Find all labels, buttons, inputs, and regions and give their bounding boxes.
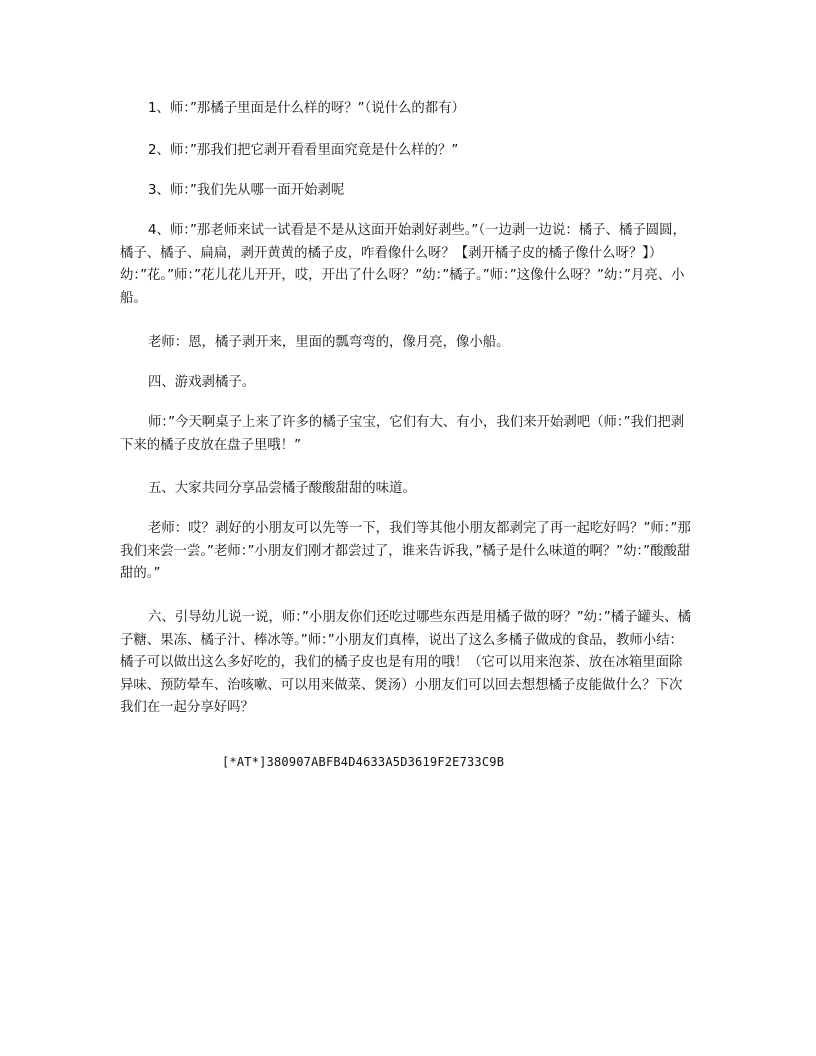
footer-code: [*AT*]380907ABFB4D4633A5D3619F2E733C9B: [222, 755, 505, 769]
paragraph-step-4: 4、师：”那老师来试一试看是不是从这面开始剥好剥些。”（一边剥一边说：橘子、橘子圆圆，橘子、橘子、扁扁，剥开黄黄的橘子皮，咋看像什么呀？【剥开橘子皮的橘子像什么呀？】）幼：”花。”师：”花儿花儿开开，哎，开出了什么呀？”幼：”橘子。”师：”这像什么呀？”幼：”月亮、小船。: [120, 223, 686, 306]
section-heading-game: 四、游戏剥橘子。: [148, 375, 256, 390]
section-heading-share: 五、大家共同分享品尝橘子酸酸甜甜的味道。: [148, 481, 416, 496]
paragraph-teacher-summary: 老师：恩，橘子剥开来，里面的瓢弯弯的，像月亮，像小船。: [148, 335, 510, 350]
paragraph-share: 老师：哎？剥好的小朋友可以先等一下，我们等其他小朋友都剥完了再一起吃好吗？”师：”那我们来尝一尝。”老师：”小朋友们刚才都尝过了，谁来告诉我，”橘子是什么味道的啊？”幼：”酸酸甜甜的。”: [120, 521, 691, 582]
paragraph-step-2: 2、师：”那我们把它剥开看看里面究竟是什么样的？”: [148, 143, 459, 158]
paragraph-game: 师：”今天啊桌子上来了许多的橘子宝宝，它们有大、有小，我们来开始剥吧（师：”我们把剥下来的橘子皮放在盘子里哦！”: [120, 415, 685, 453]
paragraph-step-1: 1、师：”那橘子里面是什么样的呀？”（说什么的都有）: [148, 101, 465, 116]
paragraph-guide: 六、引导幼儿说一说，师：”小朋友你们还吃过哪些东西是用橘子做的呀？”幼：”橘子罐头、橘子糖、果冻、橘子汁、棒冰等。”师：”小朋友们真棒，说出了这么多橘子做成的食品，教师小结：橘子可以做出这么多好吃的，我们的橘子皮也是有用的哦！（它可以用来泡茶、放在冰箱里面除异味、预防晕车、治咳嗽、可以用来做菜、煲汤）小朋友们可以回去想想橘子皮能做什么？下次我们在一起分享好吗？: [120, 610, 692, 716]
paragraph-step-3: 3、师：”我们先从哪一面开始剥呢: [148, 183, 345, 198]
